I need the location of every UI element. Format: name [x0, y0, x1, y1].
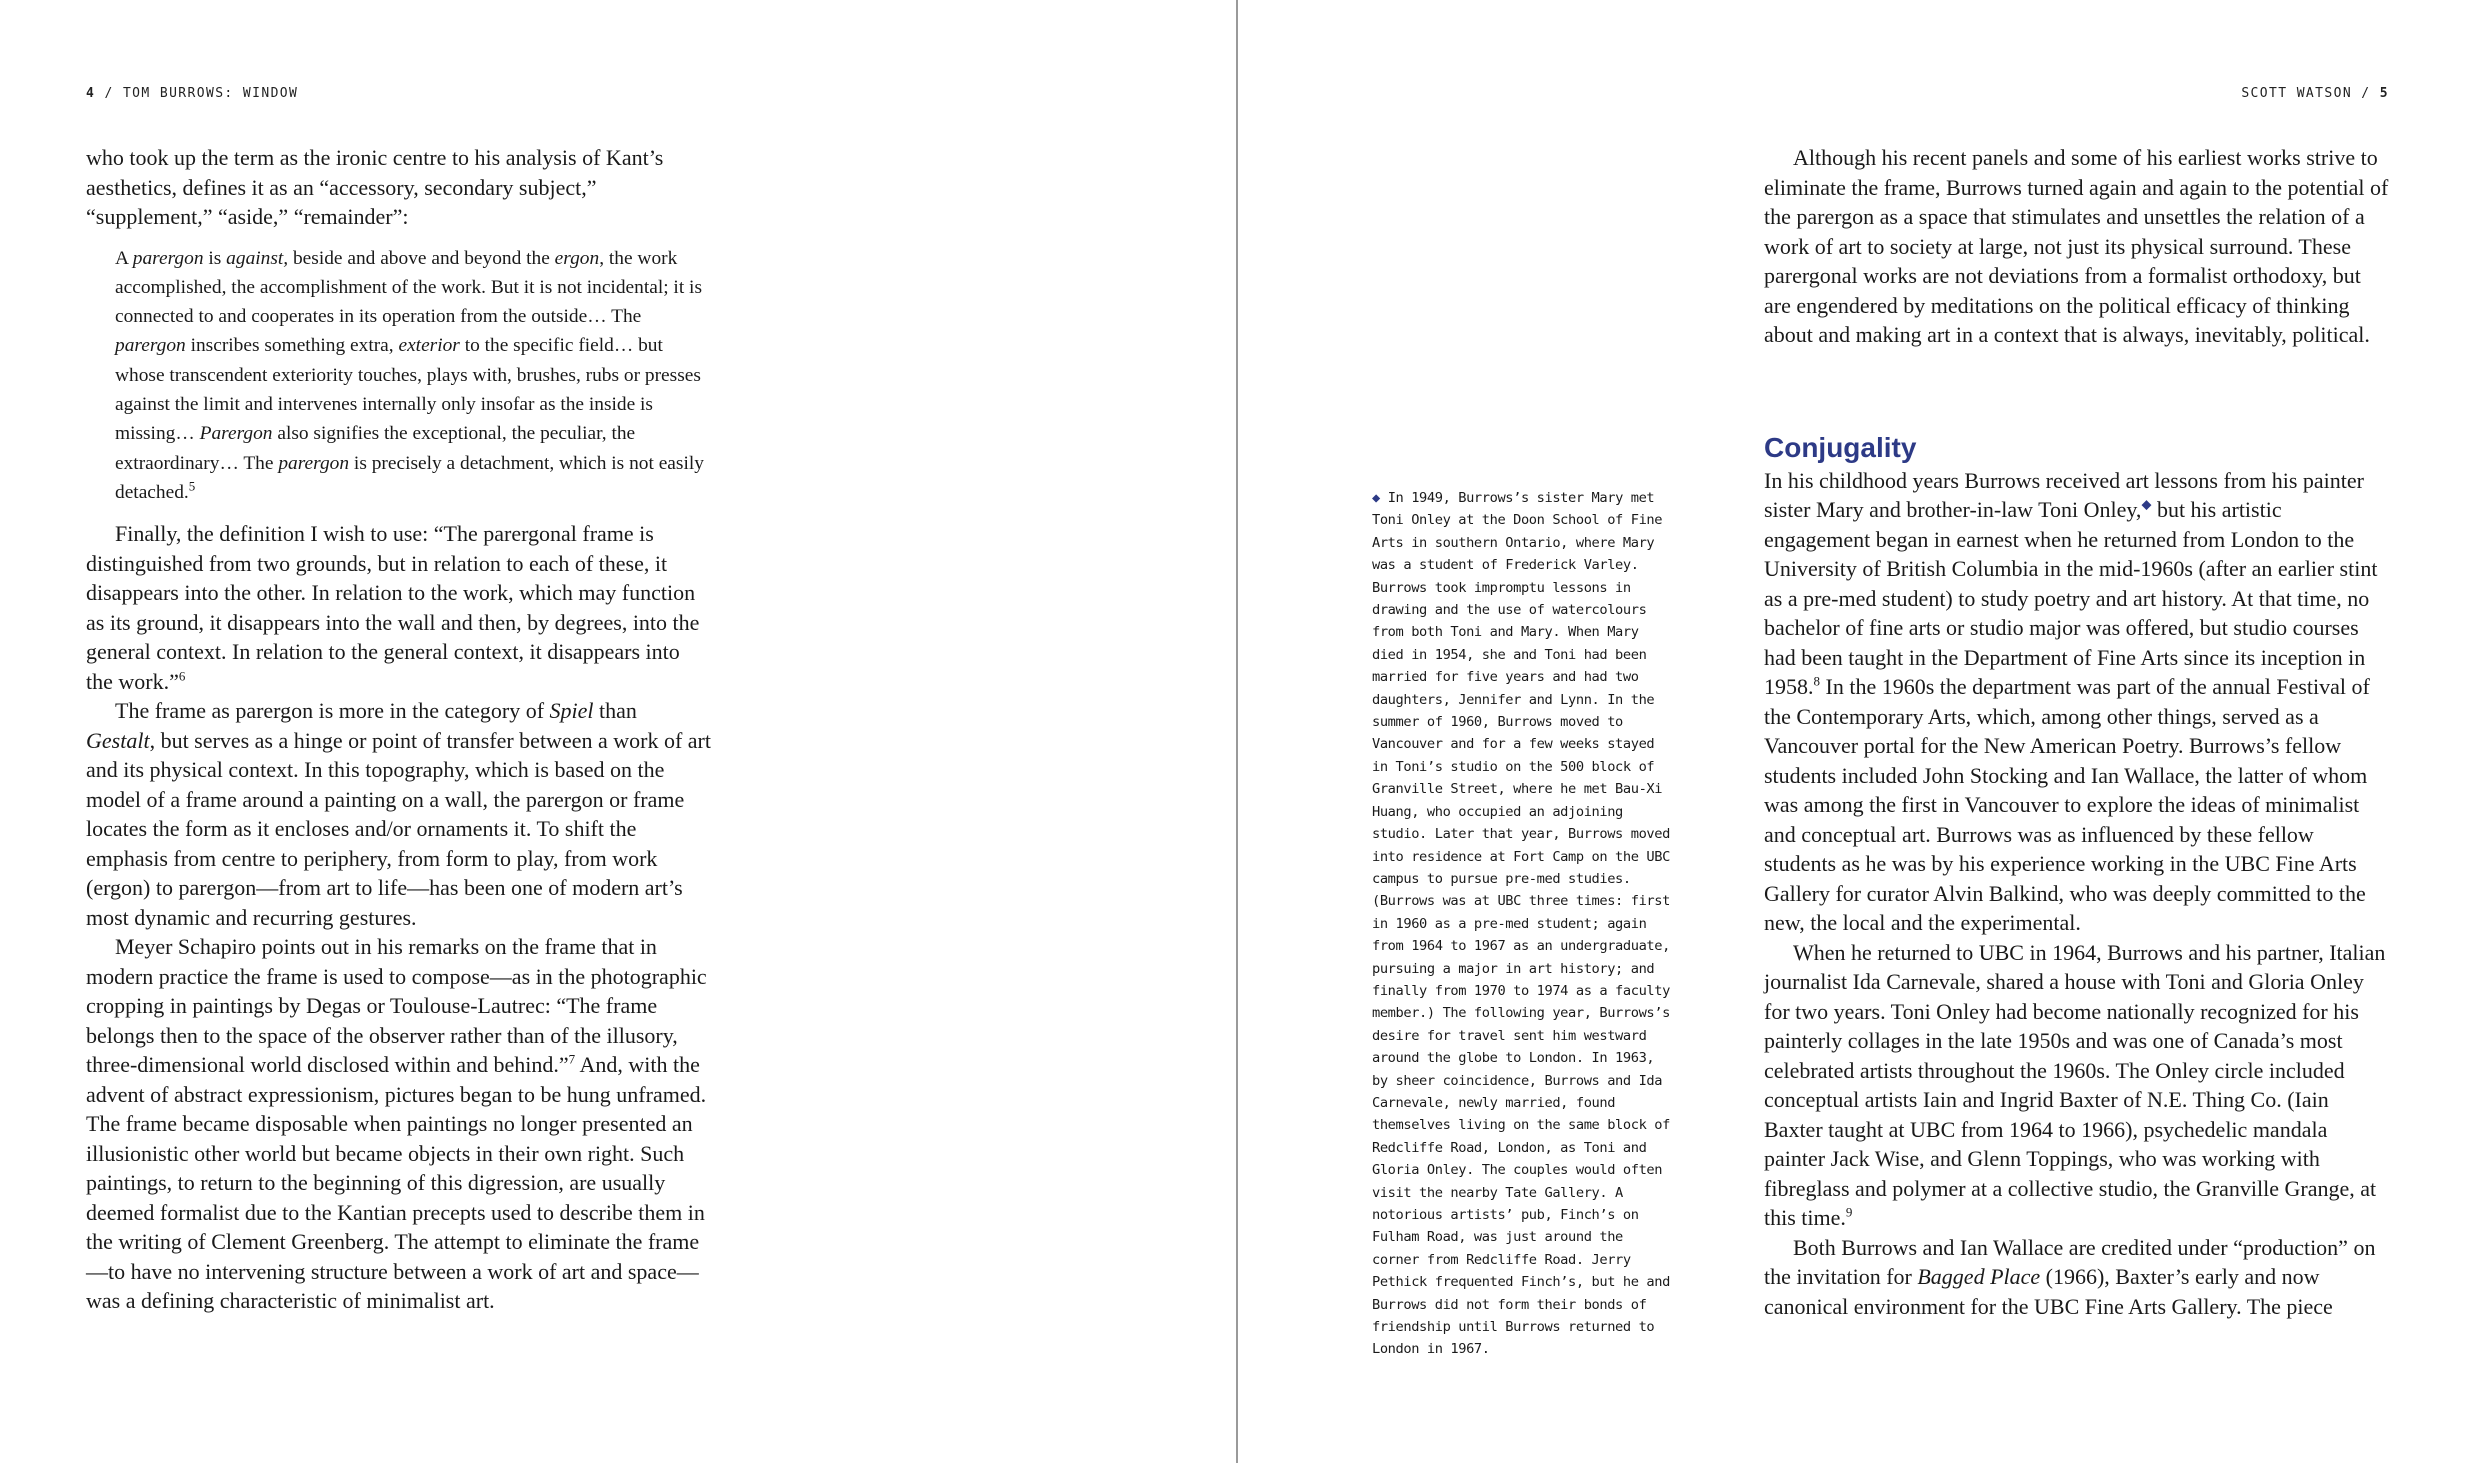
- footnote-ref: 6: [178, 668, 186, 684]
- footnote-ref: 5: [188, 478, 196, 494]
- paragraph-italic: Spiel: [549, 698, 594, 724]
- right-paragraph-4: [1764, 1233, 2389, 1322]
- quote-italic: against,: [226, 247, 289, 269]
- quote-text: A: [115, 247, 133, 269]
- quote-text: , the work accomplished, the accomplishment of the work. But it is not incidental; it is connected to and cooperates in its operation from the outside… The: [115, 247, 702, 328]
- small-caps-text: UBC: [1910, 1116, 1956, 1142]
- right-text-column: [1764, 143, 2389, 1321]
- left-page-number: 4: [86, 86, 96, 101]
- paragraph-text: Fine Arts Gallery. The piece: [2079, 1293, 2333, 1319]
- right-paragraph-2: [1764, 466, 2389, 938]
- left-paragraph-2: [86, 519, 711, 696]
- paragraph-text: The frame as parergon is more in the category of: [115, 698, 550, 724]
- quote-text: inscribes something extra,: [185, 335, 399, 357]
- quote-italic: exterior: [398, 335, 460, 357]
- quote-italic: parergon: [278, 452, 350, 474]
- block-quote: [86, 244, 711, 508]
- sidenote-marker: ◆: [2141, 496, 2152, 512]
- paragraph-text: In the 1960s the department was part of the annual Festival of the Contemporary Arts, which, among other things, served as a Vancouver portal for the New American Poetry. Burrows’s fellow students included John Stocking and Ian Wallace, the latter of whom was among the first in Vancouver to explore the ideas of minimalist and conceptual art. Burrows was as influenced by these fellow students as he was by his experience working in the: [1764, 674, 2370, 876]
- paragraph-text: , but serves as a hinge or point of transfer between a work of art and its physical context. In this topography, which is based on the model of a frame around a painting on a wall, the parergon or frame locates the form as it encloses and/or ornaments it. To shift the emphasis from centre to periphery, from form to play, from work (ergon) to parergon—from art to life—has been one of modern art’s most dynamic and recurring gestures.: [86, 727, 711, 930]
- quote-text: is precisely a detachment, which is not easily detached.: [115, 452, 704, 503]
- paragraph-text: Finally, the definition I wish to use: “The parergonal frame is distinguished from two grounds, but in relation to each of these, it disappears into the other. In relation to the work, which may function as its ground, it disappears into the wall and then, by degrees, into the general context. In relation to the general context, it disappears into the work.”: [86, 521, 700, 694]
- left-running-title: TOM BURROWS: WINDOW: [122, 86, 299, 101]
- paragraph-text: In his childhood years Burrows received art lessons from his painter sister Mary and brother-in-law Toni Onley,: [1764, 467, 2364, 522]
- right-paragraph-3: [1764, 938, 2389, 1233]
- paragraph-italic: Gestalt: [86, 727, 150, 753]
- paragraph-text: When he returned to: [1793, 939, 1979, 965]
- sidenote: [1372, 487, 1672, 1361]
- right-page-number: 5: [2379, 86, 2389, 101]
- right-running-author: SCOTT WATSON: [2241, 86, 2353, 101]
- paragraph-text: Both Burrows and Ian Wallace are credited under “production” on the invitation for: [1764, 1234, 2376, 1289]
- quote-text: to the specific field… but whose transcendent exteriority touches, plays with, brushes, rubs or presses against the limit and intervenes internally only insofar as the inside is missing…: [115, 335, 701, 445]
- quote-italic: parergon: [132, 247, 204, 269]
- right-running-head: [2241, 86, 2389, 101]
- sidenote-diamond-icon: ◆: [1372, 490, 1380, 506]
- left-paragraph-3: [86, 696, 711, 932]
- footnote-ref: 9: [1845, 1204, 1853, 1220]
- quote-italic: Parergon: [199, 423, 273, 445]
- quote-text: is: [203, 247, 227, 269]
- paragraph-text: (1966), Baxter’s early and now canonical environment for the: [1764, 1264, 2320, 1319]
- footnote-ref: 7: [568, 1051, 576, 1067]
- small-caps-text: UBC: [2034, 1293, 2080, 1319]
- quote-italic: parergon: [115, 335, 186, 357]
- sidenote-text: In 1949, Burrows’s sister Mary met Toni Onley at the Doon School of Fine Arts in southern Ontario, where Mary was a student of Frederick Varley. Burrows took impromptu lessons in drawing and the use of watercolours from both Toni and Mary. When Mary died in 1954, she and Toni had been married for five years and had two daughters, Jennifer and Lynn. In the summer of 1960, Burrows moved to Vancouver and for a few weeks stayed in Toni’s studio on the 500 block of Granville Street, where he met Bau-Xi Huang, who occupied an adjoining studio. Later that year, Burrows moved into residence at Fort Camp on the UBC campus to pursue pre-med studies. (Burrows was at UBC three times: first in 1960 as a pre-med student; again from 1964 to 1967 as an undergraduate, pursuing a major in art history; and finally from 1970 to 1974 as a faculty member.) The following year, Burrows’s desire for travel sent him westward around the globe to London. In 1963, by sheer coincidence, Burrows and Ida Carnevale, newly married, found themselves living on the same block of Redcliffe Road, London, as Toni and Gloria Onley. The couples would often visit the nearby Tate Gallery. A notorious artists’ pub, Finch’s on Fulham Road, was just around the corner from Redcliffe Road. Jerry Pethick frequented Finch’s, but he and Burrows did not form their bonds of friendship until Burrows returned to London in 1967.: [1372, 490, 1670, 1358]
- paragraph-text: And, with the advent of abstract expressionism, pictures began to be hung unframed. The frame became disposable when paintings no longer presented an illusionistic other world but became objects in their own right. Such paintings, to return to the beginning of this digression, are usually deemed formalist due to the Kantian precepts used to describe them in the writing of Clement Greenberg. The attempt to eliminate the frame—to have no intervening structure between a work of art and space—was a defining characteristic of minimalist art.: [86, 1052, 707, 1314]
- footnote-ref: 8: [1813, 673, 1820, 689]
- paragraph-text: Meyer Schapiro points out in his remarks on the frame that in modern practice the frame is used to compose—as in the photographic cropping in paintings by Degas or Toulouse-Lautrec: “The frame belongs then to the space of the observer rather than of the illusory, three-dimensional world disclosed within and behind.”: [86, 934, 707, 1078]
- right-paragraph-1: Although his recent panels and some of his earliest works strive to eliminate the frame, Burrows turned again and again to the potential of the parergon as a space that stimulates and unsettles the relation of a work of art to society at large, not just its physical surround. These parergonal works are not deviations from a formalist orthodoxy, but are engendered by meditations on the political efficacy of thinking about and making art in a context that is always, inevitably, political.: [1764, 145, 2389, 347]
- left-paragraph-1: who took up the term as the ironic centre to his analysis of Kant’s aesthetics, defines it as an “accessory, secondary subject,” “supplement,” “aside,” “remainder”:: [86, 145, 664, 229]
- running-head-separator: /: [104, 86, 114, 101]
- paragraph-text: Fine Arts Gallery for curator Alvin Balkind, who was deeply committed to the new, the local and the experimental.: [1764, 851, 2366, 935]
- paragraph-text: but his artistic engagement began in earnest when he returned from London to the University of British Columbia in the mid-1960s (after an earlier stint as a pre-med student) to study poetry and art history. At that time, no bachelor of fine arts or studio major was offered, but studio courses had been taught in the Department of Fine Arts since its inception in 1958.: [1764, 497, 2378, 699]
- left-running-head: [86, 86, 298, 101]
- paragraph-text: than: [593, 698, 637, 724]
- left-paragraph-4: [86, 932, 711, 1316]
- small-caps-text: UBC: [1978, 939, 2024, 965]
- quote-italic: ergon: [554, 247, 600, 269]
- quote-text: beside and above and beyond the: [288, 247, 555, 269]
- small-caps-text: UBC: [2224, 851, 2270, 876]
- paragraph-text: from 1964 to 1966), psychedelic mandala painter Jack Wise, and Glenn Toppings, who was working with fibreglass and polymer at a collective studio, the Granville Grange, at this time.: [1764, 1116, 2377, 1230]
- section-heading: Conjugality: [1764, 431, 1917, 463]
- paragraph-text: in 1964, Burrows and his partner, Italian journalist Ida Carnevale, shared a house with Toni and Gloria Onley for two years. Toni Onley had become nationally recognized for his painterly collages in the late 1950s and was one of Canada’s most celebrated artists throughout the 1960s. The Onley circle included conceptual artists Iain and Ingrid Baxter of N.E. Thing Co. (Iain Baxter taught at: [1764, 939, 2386, 1142]
- paragraph-italic: Bagged Place: [1917, 1264, 2041, 1289]
- running-head-separator: /: [2361, 86, 2371, 101]
- left-text-column: [86, 143, 711, 1316]
- left-page: [0, 0, 1236, 1463]
- quote-text: also signifies the exceptional, the peculiar, the extraordinary… The: [115, 423, 636, 474]
